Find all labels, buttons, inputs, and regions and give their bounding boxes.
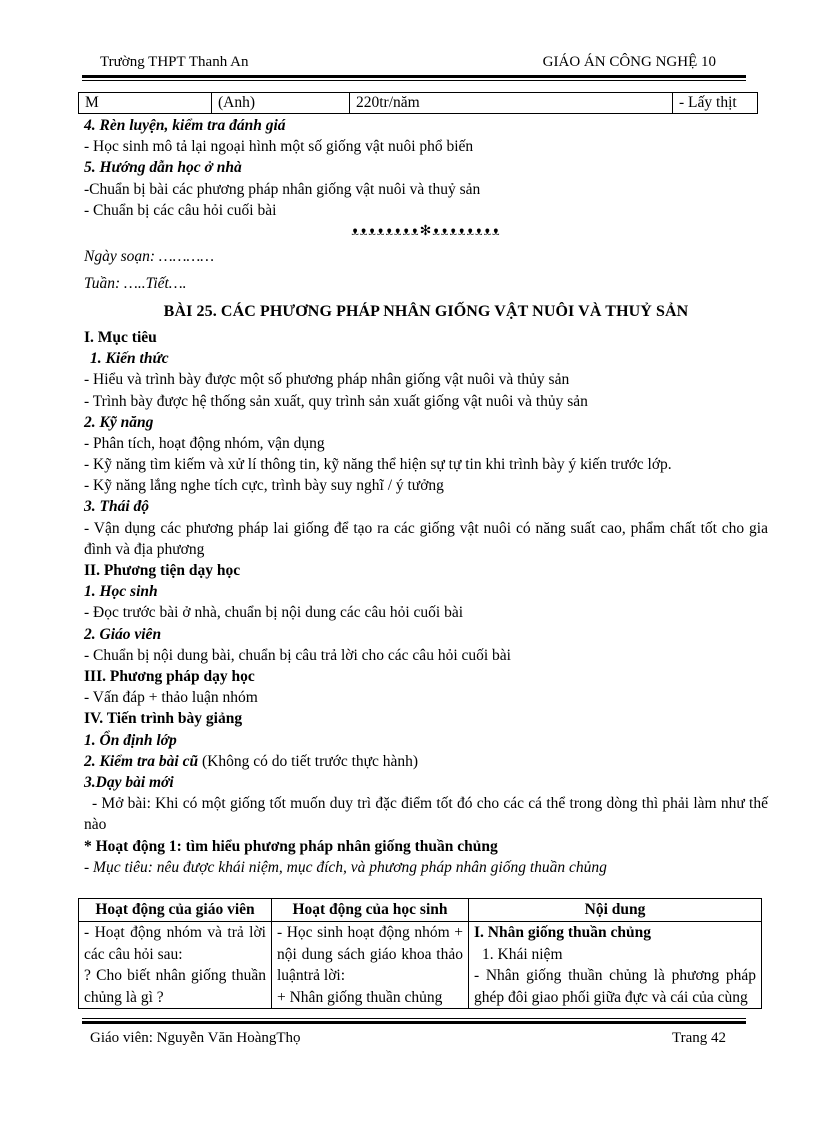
subsection-heading: 3. Thái độ [84, 498, 150, 516]
activity-heading: * Hoạt động 1: tìm hiểu phương pháp nhân giống thuần chủng [84, 837, 498, 855]
section-heading: II. Phương tiện dạy học [84, 562, 241, 580]
table-cell: M [79, 93, 212, 114]
paragraph-text: (Không có do tiết trước thực hành) [198, 752, 419, 770]
student-activity-cell [272, 922, 469, 1009]
table-row [79, 922, 762, 1009]
section-heading: IV. Tiến trình bày giảng [84, 710, 243, 728]
activity-table [78, 898, 762, 1009]
cell-text: + Nhân giống thuần chủng [277, 988, 443, 1006]
column-header: Hoạt động của giáo viên [79, 899, 272, 922]
page-footer [82, 1030, 746, 1050]
document-body [84, 115, 768, 878]
header-rule-thin [82, 80, 746, 81]
content-subtitle: 1. Khái niệm [482, 945, 563, 963]
table-header-row [79, 899, 762, 922]
teacher-name: Giáo viên: Nguyễn Văn HoàngThọ [90, 1030, 301, 1046]
subsection-heading: 3.Dạy bài mới [84, 773, 174, 791]
table-cell: 220tr/năm [350, 93, 673, 114]
section-heading: I. Mục tiêu [84, 328, 157, 346]
paragraph: - Mở bài: Khi có một giống tốt muốn duy trì đặc điểm tốt đó cho các cá thể trong dòng thì phải làm như thế nào [84, 795, 768, 834]
footer-rule-thick [82, 1021, 746, 1024]
paragraph: - Học sinh mô tả lại ngoại hình một số giống vật nuôi phổ biến [84, 138, 474, 156]
cell-text: ? Cho biết nhân giống thuần chủng là gì ? [84, 967, 266, 1006]
paragraph: -Chuẩn bị bài các phương pháp nhân giống vật nuôi và thuỷ sản [84, 180, 481, 198]
subsection-heading: 2. Kiểm tra bài cũ [84, 752, 199, 770]
paragraph: - Trình bày được hệ thống sản xuất, quy trình sản xuất giống vật nuôi và thủy sản [84, 392, 588, 410]
paragraph: - Đọc trước bài ở nhà, chuẩn bị nội dung các câu hỏi cuối bài [84, 604, 464, 622]
column-header: Nội dung [469, 899, 762, 922]
cell-text: - Hoạt động nhóm và trả lời các câu hỏi sau: [84, 924, 266, 963]
page-header [82, 54, 746, 74]
subsection-heading: 1. Ổn định lớp [84, 731, 177, 749]
header-rule-thick [82, 75, 746, 78]
paragraph: - Kỹ năng tìm kiếm và xử lí thông tin, kỹ năng thể hiện sự tự tin khi trình bày ý kiến trước lớp. [84, 456, 672, 474]
table-row [79, 93, 758, 114]
subsection-heading: 1. Học sinh [84, 583, 158, 601]
table-cell: (Anh) [212, 93, 350, 114]
activity-goal: - Mục tiêu: nêu được khái niệm, mục đích, và phương pháp nhân giống thuần chủng [84, 858, 607, 876]
section-heading: III. Phương pháp dạy học [84, 667, 255, 685]
paragraph: - Kỹ năng lắng nghe tích cực, trình bày suy nghĩ / ý tưởng [84, 477, 444, 495]
page-number: Trang 42 [671, 1030, 726, 1046]
week-period: Tuần: …..Tiết…. [84, 274, 187, 292]
prep-date: Ngày soạn: ………… [84, 247, 215, 265]
section-heading: 5. Hướng dẫn học ở nhà [84, 159, 242, 177]
paragraph: - Phân tích, hoạt động nhóm, vận dụng [84, 434, 325, 452]
cell-text: - Nhân giống thuần chủng là phương pháp ghép đôi giao phối giữa đực và cái của cùng [474, 967, 756, 1006]
paragraph: - Vấn đáp + thảo luận nhóm [84, 689, 258, 707]
subsection-heading: 1. Kiến thức [90, 350, 169, 368]
school-name: Trường THPT Thanh An [100, 54, 249, 70]
paragraph [84, 751, 768, 772]
cell-text: - Học sinh hoạt động nhóm + nội dung sách giáo khoa thảo luậntrả lời: [277, 924, 463, 984]
content-cell [469, 922, 762, 1009]
subject-title: GIÁO ÁN CÔNG NGHỆ 10 [542, 54, 716, 70]
section-heading: 4. Rèn luyện, kiểm tra đánh giá [84, 117, 286, 134]
paragraph: - Hiểu và trình bày được một số phương pháp nhân giống vật nuôi và thủy sản [84, 371, 570, 389]
breed-table-continued [78, 92, 758, 114]
subsection-heading: 2. Giáo viên [84, 625, 162, 643]
table-cell: - Lấy thịt [673, 93, 758, 114]
content-title: I. Nhân giống thuần chủng [474, 924, 652, 941]
footer-rule-thin [82, 1018, 746, 1019]
ornament-divider: ᴥᴥᴥᴥᴥᴥᴥᴥ✻ᴥᴥᴥᴥᴥᴥᴥᴥ [351, 223, 501, 239]
lesson-title: BÀI 25. CÁC PHƯƠNG PHÁP NHÂN GIỐNG VẬT NUÔI VÀ THUỶ SẢN [163, 302, 689, 320]
subsection-heading: 2. Kỹ năng [84, 413, 154, 431]
paragraph: - Chuẩn bị các câu hỏi cuối bài [84, 201, 277, 219]
paragraph: - Vận dụng các phương pháp lai giống để tạo ra các giống vật nuôi có năng suất cao, phẩm chất tốt cho gia đình và địa phương [84, 519, 768, 558]
column-header: Hoạt động của học sinh [272, 899, 469, 922]
teacher-activity-cell [79, 922, 272, 1009]
paragraph: - Chuẩn bị nội dung bài, chuẩn bị câu trả lời cho các câu hỏi cuối bài [84, 646, 511, 664]
